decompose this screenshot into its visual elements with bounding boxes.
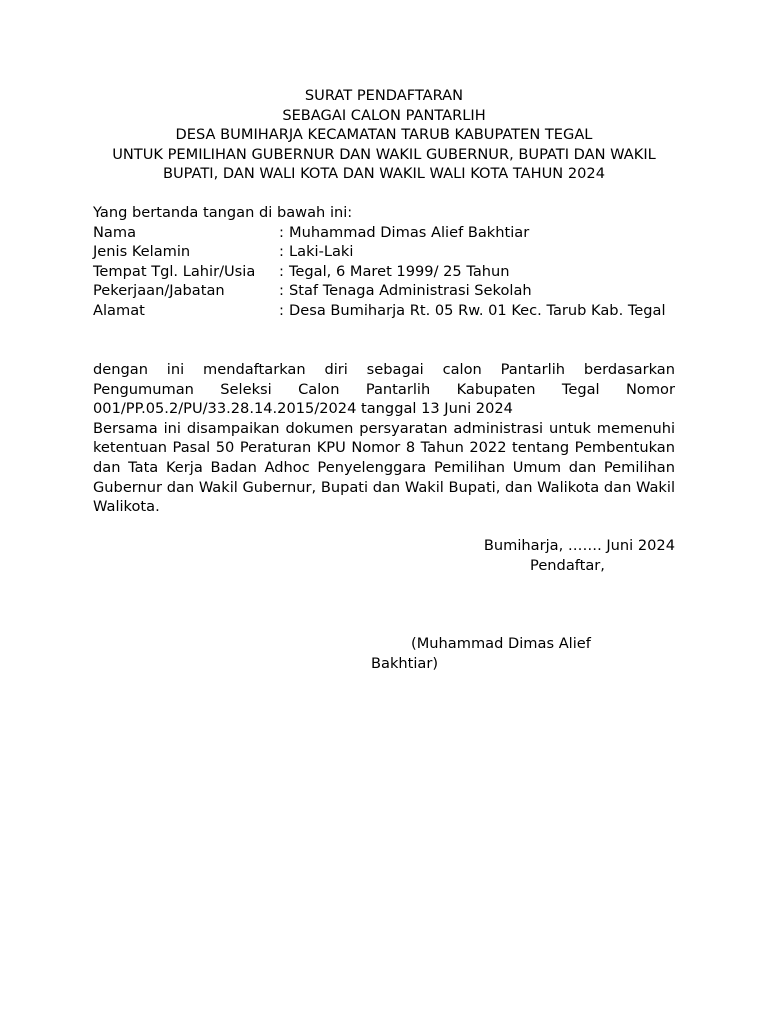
field-label-gender: Jenis Kelamin [93, 243, 191, 261]
signer-role: Pendaftar, [530, 556, 605, 574]
field-row-gender [93, 242, 675, 262]
body-paragraph-documents: Bersama ini disampaikan dokumen persyaratan administrasi untuk memenuhi ketentuan Pasal 50 Peraturan KPU Nomor 8 Tahun 2022 tentang Pembentukan dan Tata Kerja Badan Adhoc Penyelenggara Pemilihan Umum dan Pemilihan Gubernur dan Wakil Gubernur, Bupati dan Wakil Bupati, dan Walikota dan Wakil Walikota. [93, 419, 675, 516]
field-colon: : [279, 223, 284, 241]
signer-name-line-1: (Muhammad Dimas Alief [411, 635, 591, 652]
header-election-line-2: BUPATI, DAN WALI KOTA DAN WAKIL WALI KOTA TAHUN 2024 [162, 165, 606, 183]
identity-section [93, 203, 675, 321]
signature-block [371, 634, 631, 673]
field-value-birth: Tegal, 6 Maret 1999/ 25 Tahun [289, 262, 510, 280]
field-value-job: Staf Tenaga Administrasi Sekolah [289, 282, 532, 300]
field-row-name [93, 223, 675, 243]
letter-body [93, 360, 675, 517]
header-title: SURAT PENDAFTARAN [304, 87, 464, 104]
header-election-line: UNTUK PEMILIHAN GUBERNUR DAN WAKIL GUBERNUR, BUPATI DAN WAKIL [112, 145, 656, 163]
field-row-address [93, 301, 675, 321]
field-label-job: Pekerjaan/Jabatan [93, 282, 225, 300]
body-paragraph-registration: dengan ini mendaftarkan diri sebagai calon Pantarlih berdasarkan Pengumuman Seleksi Calon Pantarlih Kabupaten Tegal Nomor 001/PP.05.2/PU/33.28.14.2015/2024 tanggal 13 Juni 2024 [93, 361, 675, 418]
field-row-birth [93, 262, 675, 282]
field-label-name: Nama [93, 223, 137, 241]
signer-name-line-2: Bakhtiar) [371, 654, 439, 672]
field-label-birth: Tempat Tgl. Lahir/Usia [93, 262, 256, 280]
place-date: Bumiharja, ……. Juni 2024 [483, 537, 675, 554]
field-colon: : [279, 301, 284, 319]
letter-header [93, 86, 675, 184]
intro-text: Yang bertanda tangan di bawah ini: [93, 204, 353, 221]
field-value-address: Desa Bumiharja Rt. 05 Rw. 01 Kec. Tarub Kab. Tegal [289, 301, 666, 319]
header-subtitle: SEBAGAI CALON PANTARLIH [282, 106, 486, 124]
field-colon: : [279, 282, 284, 300]
field-value-name: Muhammad Dimas Alief Bakhtiar [289, 223, 530, 241]
field-label-address: Alamat [93, 301, 145, 319]
field-value-gender: Laki-Laki [289, 243, 354, 261]
letter-closing [460, 536, 675, 575]
header-village-line: DESA BUMIHARJA KECAMATAN TARUB KABUPATEN TEGAL [175, 126, 593, 144]
field-row-job [93, 281, 675, 301]
field-colon: : [279, 262, 284, 280]
field-colon: : [279, 243, 284, 261]
